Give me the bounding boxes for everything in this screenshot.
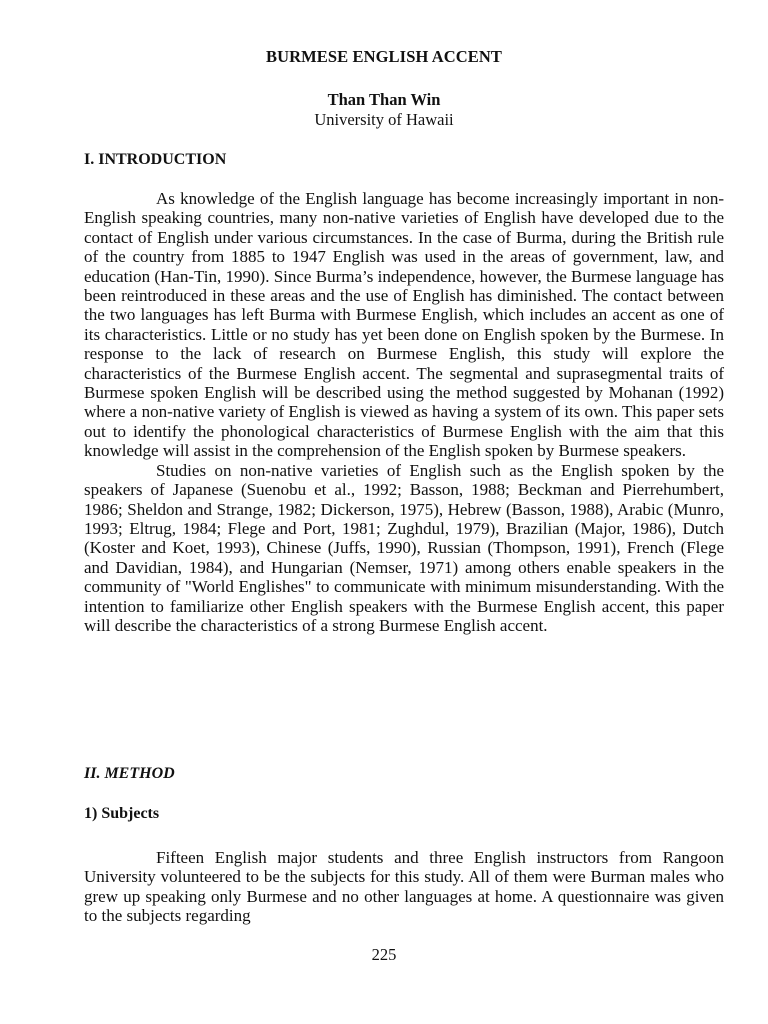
author-name: Than Than Win xyxy=(327,90,441,109)
page-number: 225 xyxy=(371,945,397,964)
introduction-body xyxy=(84,189,724,635)
author-affiliation: University of Hawaii xyxy=(314,110,454,129)
section-heading-introduction: I. INTRODUCTION xyxy=(84,151,227,168)
intro-paragraph-1: As knowledge of the English language has become increasingly important in non-English speaking countries, many non-native varieties of English have developed due to the contact of English under various circumstances. In the case of Burma, during the British rule of the country from 1885 to 1947 English was used in the areas of government, law, and education (Han-Tin, 1990). Since Burma’s independence, however, the Burmese language has been reintroduced in these areas and the use of English has diminished. The contact between the two languages has left Burma with Burmese English, which includes an accent as one of its characteristics. Little or no study has yet been done on English spoken by the Burmese. In response to the lack of research on Burmese English, this study will explore the characteristics of the Burmese English accent. The segmental and suprasegmental traits of Burmese spoken English will be described using the method suggested by Mohanan (1992) where a non-native variety of English is viewed as having a system of its own. This paper sets out to identify the phonological characteristics of Burmese English with the aim that this knowledge will assist in the comprehension of the English spoken by Burmese speakers. xyxy=(84,189,724,461)
intro-paragraph-2: Studies on non-native varieties of English such as the English spoken by the speakers of Japanese (Suenobu et al., 1992; Basson, 1988; Beckman and Pierrehumbert, 1986; Sheldon and Strange, 1982; Dickerson, 1975), Hebrew (Basson, 1988), Arabic (Munro, 1993; Eltrug, 1984; Flege and Port, 1981; Zughdul, 1979), Brazilian (Major, 1986), Dutch (Koster and Koet, 1993), Chinese (Juffs, 1990), Russian (Thompson, 1991), French (Flege and Davidian, 1984), and Hungarian (Nemser, 1971) among others enable speakers in the community of "World Englishes" to communicate with minimum misunderstanding. With the intention to familiarize other English speakers with the Burmese English accent, this paper will describe the characteristics of a strong Burmese English accent. xyxy=(84,460,724,635)
paper-title: BURMESE ENGLISH ACCENT xyxy=(265,47,502,66)
subjects-paragraph: Fifteen English major students and three English instructors from Rangoon University volunteered to be the subjects for this study. All of them were Burman males who grew up speaking only Burmese and no other languages at home. A questionnaire was given to the subjects regarding xyxy=(84,848,724,926)
section-heading-method: II. METHOD xyxy=(84,765,175,782)
subjects-body xyxy=(84,848,724,926)
subsection-heading-subjects: 1) Subjects xyxy=(84,805,160,822)
